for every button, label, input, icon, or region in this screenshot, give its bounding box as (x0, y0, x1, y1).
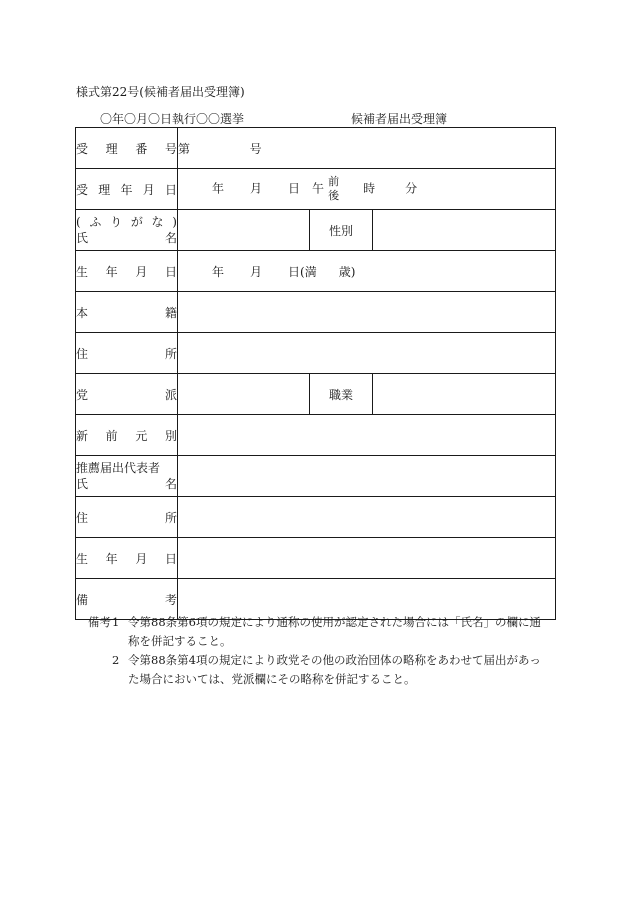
row-receipt-date (76, 169, 556, 210)
row-address (76, 333, 556, 374)
day-unit: 日 (288, 181, 301, 196)
hour-unit: 時 (363, 181, 376, 196)
label-receipt-number (76, 128, 178, 169)
honseki-field[interactable] (178, 292, 556, 333)
notes-heading: 備考 (88, 615, 111, 629)
birth-day-unit: 日(満 (288, 264, 317, 279)
candidate-register-table (75, 127, 556, 620)
party-field[interactable] (178, 374, 310, 415)
row-rep-birth (76, 538, 556, 579)
pm-label: 後 (328, 189, 340, 202)
label-text: 受 理 年 月 日 (76, 182, 177, 197)
label-remarks: 備 考 (76, 579, 178, 620)
am-label: 前 (328, 175, 340, 188)
notes (88, 613, 552, 689)
row-rep (76, 456, 556, 497)
note-number: 2 (112, 653, 120, 667)
sex-label: 性別 (310, 210, 373, 251)
year-unit: 年 (212, 181, 225, 196)
minute-unit: 分 (405, 181, 418, 196)
label-honseki: 本 籍 (76, 292, 178, 333)
label-address: 住 所 (76, 333, 178, 374)
receipt-number-suffix: 号 (249, 141, 262, 156)
receipt-number-field[interactable] (178, 128, 556, 169)
row-birth (76, 251, 556, 292)
furigana-label: ( ふ り が な ) (76, 215, 177, 229)
row-party (76, 374, 556, 415)
rep-label-top: 推薦届出代表者 (76, 461, 161, 475)
receipt-number-prefix: 第 (178, 141, 191, 156)
sex-field[interactable] (373, 210, 556, 251)
am-pm-stack (328, 175, 339, 203)
job-field[interactable] (373, 374, 556, 415)
label-text: 受 理 番 号 (76, 141, 177, 156)
note-text: 令第88条第6項の規定により通称の使用が認定された場合には「氏名」の欄に通称を併記すること。 (128, 615, 541, 648)
row-new-old (76, 415, 556, 456)
birth-month-unit: 月 (250, 264, 263, 279)
address-field[interactable] (178, 333, 556, 374)
rep-address-field[interactable] (178, 497, 556, 538)
receipt-date-field[interactable] (178, 169, 556, 210)
label-birth (76, 251, 178, 292)
note-number: 1 (112, 615, 120, 629)
row-receipt-number (76, 128, 556, 169)
new-old-field[interactable] (178, 415, 556, 456)
rep-name-field[interactable] (178, 456, 556, 497)
age-unit: 歳) (338, 264, 356, 279)
election-name: 〇年〇月〇日執行〇〇選挙 (100, 112, 245, 126)
rep-birth-field[interactable] (178, 538, 556, 579)
label-new-old: 新 前 元 別 (76, 415, 178, 456)
row-honseki (76, 292, 556, 333)
book-title: 候補者届出受理簿 (351, 112, 448, 126)
note-item-1 (88, 613, 552, 651)
label-party: 党 派 (76, 374, 178, 415)
birth-field[interactable] (178, 251, 556, 292)
name-label: 氏 名 (76, 231, 177, 245)
job-label: 職業 (310, 374, 373, 415)
gozen-unit: 午 (312, 181, 325, 196)
rep-name-label: 氏 名 (76, 477, 177, 491)
birth-year-unit: 年 (212, 264, 225, 279)
label-rep-birth: 生 年 月 日 (76, 538, 178, 579)
name-field[interactable] (178, 210, 310, 251)
month-unit: 月 (250, 181, 263, 196)
form-title: 様式第22号(候補者届出受理簿) (76, 85, 245, 99)
label-rep-address: 住 所 (76, 497, 178, 538)
row-name (76, 210, 556, 251)
note-item-2 (88, 651, 552, 689)
label-rep (76, 456, 178, 497)
label-text: 生 年 月 日 (76, 264, 177, 279)
note-text: 令第88条第4項の規定により政党その他の政治団体の略称をあわせて届出があった場合においては、党派欄にその略称を併記すること。 (128, 653, 541, 686)
row-rep-address (76, 497, 556, 538)
label-receipt-date (76, 169, 178, 210)
label-name (76, 210, 178, 251)
